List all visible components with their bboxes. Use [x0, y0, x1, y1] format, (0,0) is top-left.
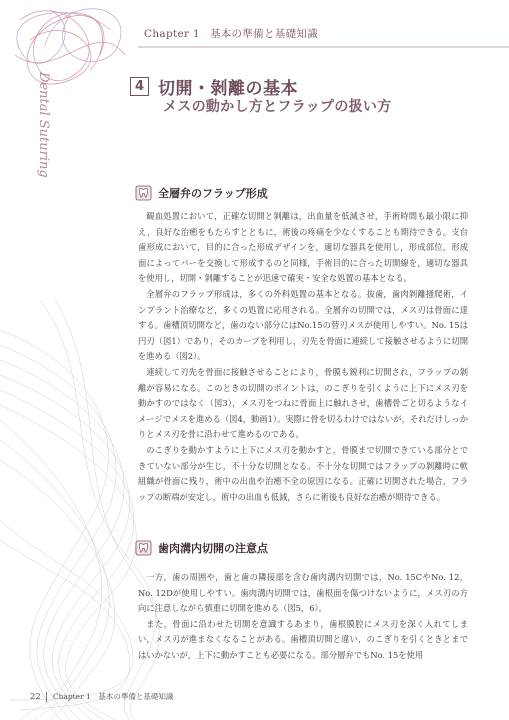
body-text-sulcular — [138, 570, 468, 664]
section-number: 4 — [130, 77, 149, 96]
subsection-title: 全層弁のフラップ形成 — [158, 187, 268, 200]
page-title: 切開・剝離の基本 — [158, 79, 298, 99]
tooth-icon — [135, 540, 152, 556]
footer-divider — [46, 692, 47, 702]
paragraph: 一方，歯の周囲や，歯と歯の隣接部を含む歯肉溝内切開では，No. 15CやNo. 12，No. 12Dが使用しやすい。歯肉溝内切開では，歯根面を傷つけないように，メス刃の方向に注意しながら慎重に切開を進める（図5，6）。 — [138, 572, 468, 614]
paragraph: 全層弁のフラップ形成は，多くの外科処置の基本となる。抜歯，歯肉剝離掻爬術，インプラント治療など，多くの処置に応用される。全層弁の切開では，メス刃は骨面に達する。歯槽頂切開など，歯のない部分にはNo.15の替刃メスが使用しやすい。No. 15は円刃（図1）であり，そのカーブを利用し，刃先を骨面に連続して接触させるように切開を進める（図2）。 — [138, 288, 468, 362]
paragraph: のこぎりを動かすように上下にメス刃を動かすと，骨膜まで切開できている部分とできていない部分が生じ，不十分な切開となる。不十分な切開ではフラップの剝離時に軟組織が骨面に残り，術中の出血や治癒不全の原因になる。正確に切開された場合，フラップの断端が安定し，術中の出血も低減，さらに術後も良好な治癒が期待できる。 — [138, 444, 468, 502]
side-script-label — [18, 70, 51, 240]
page-footer — [30, 691, 173, 702]
side-label-text: Dental Suturing — [36, 72, 51, 178]
subsection-heading-sulcular — [135, 539, 268, 557]
tooth-icon — [135, 185, 152, 201]
footer-chapter-text: Chapter 1 基本の準備と基礎知識 — [52, 692, 174, 701]
paragraph: 連続して刃先を骨面に接触させることにより，骨膜も鋭利に切開され，フラップの剝離が容易になる。このときの切開のポイントは，のこぎりを引くように上下にメス刃を動かすのではなく（図3），メス刃をつねに骨面上に触れさせ，歯槽骨ごと切るようなイメージでメスを進める（図4，動画1）。実際に骨を切るわけではないが，それだけしっかりとメス刃を骨に沿わせて進めるのである。 — [138, 366, 468, 440]
subsection-heading-flap — [135, 184, 268, 202]
running-header — [144, 26, 318, 41]
header-chapter-title: 基本の準備と基礎知識 — [209, 28, 318, 40]
page-number: 22 — [30, 692, 41, 702]
subsection-title: 歯肉溝内切開の注意点 — [158, 542, 268, 555]
body-text-flap — [138, 209, 468, 505]
header-chapter: Chapter 1 — [144, 28, 200, 40]
paragraph: また，骨面に沿わせた切開を意識するあまり，歯根膜腔にメス刃を深く入れてしまい，メス刃が進まなくなることがある。歯槽頂切開と違い，のこぎりを引くときとまではいかないが，上下に動かすことも必要になる。部分層弁でもNo. 15を使用 — [138, 618, 468, 660]
page-subtitle: メスの動かし方とフラップの扱い方 — [163, 99, 392, 115]
paragraph: 観血処置において，正確な切開と剝離は，出血量を低減させ，手術時間も最小限に抑え，良好な治癒をもたらすとともに，術後の疼痛を少なくすることも期待できる。支台歯形成において，目的に合った形成デザインを，適切な器具を使用し，形成部位，形成面によってバーを交換して形成するのと同様，手術目的に合った切開線を，適切な器具を使用し，切開・剝離することが迅速で確実・安全な処置の基本となる。 — [138, 211, 468, 284]
